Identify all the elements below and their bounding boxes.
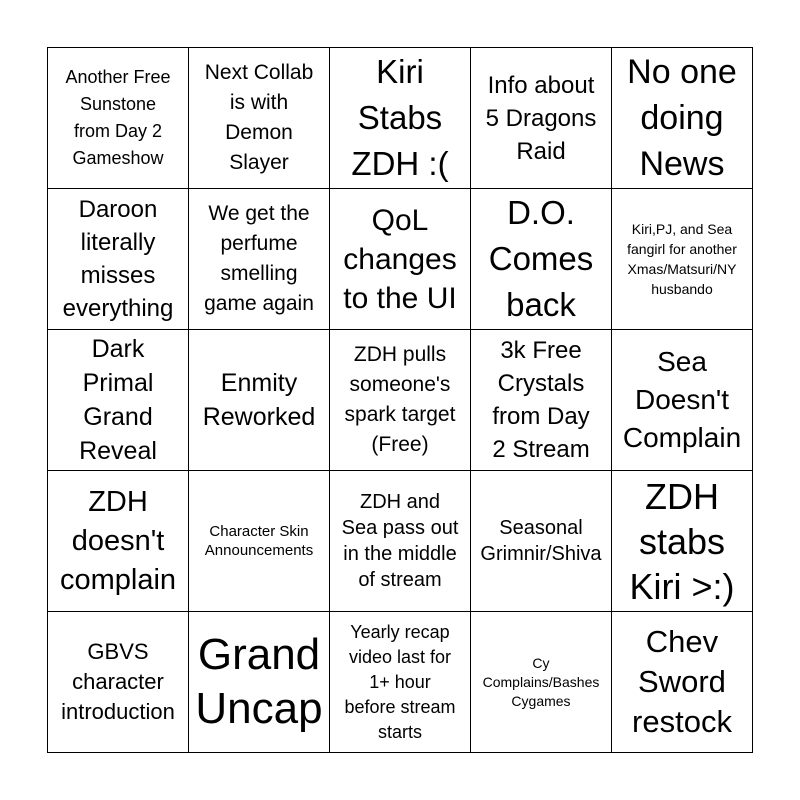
bingo-cell-3-5[interactable] — [612, 330, 753, 471]
bingo-cell-text: Next Collab is with Demon Slayer — [204, 61, 314, 174]
bingo-cell-text: Another Free Sunstone from Day 2 Gameshow — [65, 67, 171, 168]
bingo-cell-4-5[interactable] — [612, 471, 753, 612]
bingo-board — [47, 47, 753, 753]
bingo-cell-text: D.O. Comes back — [488, 194, 594, 323]
bingo-cell-text: Kiri Stabs ZDH :( — [351, 53, 449, 182]
bingo-cell-text: Yearly recap video last for 1+ hour before stream starts — [344, 621, 456, 742]
bingo-cell-3-3[interactable] — [330, 330, 471, 471]
bingo-cell-1-4[interactable] — [471, 48, 612, 189]
bingo-cell-text: ZDH pulls someone's spark target (Free) — [344, 343, 456, 456]
bingo-cell-text: ZDH and Sea pass out in the middle of stream — [341, 491, 459, 591]
bingo-cell-text: Info about 5 Dragons Raid — [485, 71, 597, 165]
bingo-cell-text: Sea Doesn't Complain — [622, 346, 742, 453]
bingo-cell-text: Daroon literally misses everything — [62, 196, 174, 322]
bingo-cell-text: Enmity Reworked — [202, 369, 316, 431]
bingo-cell-5-4[interactable] — [471, 612, 612, 753]
bingo-cell-text: GBVS character introduction — [61, 639, 175, 724]
bingo-cell-3-1[interactable] — [48, 330, 189, 471]
bingo-cell-3-2[interactable] — [189, 330, 330, 471]
bingo-cell-text: Seasonal Grimnir/Shiva — [480, 517, 602, 565]
bingo-cell-5-3[interactable] — [330, 612, 471, 753]
bingo-cell-1-5[interactable] — [612, 48, 753, 189]
bingo-cell-text: Grand Uncap — [195, 630, 323, 733]
bingo-cell-2-5[interactable] — [612, 189, 753, 330]
bingo-cell-4-1[interactable] — [48, 471, 189, 612]
bingo-cell-text: Kiri,PJ, and Sea fangirl for another Xmas/Matsuri/NY husbando — [627, 221, 737, 297]
bingo-cell-3-4[interactable] — [471, 330, 612, 471]
bingo-cell-5-1[interactable] — [48, 612, 189, 753]
bingo-cell-1-3[interactable] — [330, 48, 471, 189]
bingo-cell-2-1[interactable] — [48, 189, 189, 330]
bingo-cell-text: ZDH doesn't complain — [59, 485, 177, 596]
bingo-cell-text: Dark Primal Grand Reveal — [79, 335, 157, 465]
bingo-cell-4-4[interactable] — [471, 471, 612, 612]
bingo-cell-text: No one doing News — [627, 53, 737, 183]
bingo-cell-text: We get the perfume smelling game again — [204, 202, 314, 315]
bingo-cell-4-3[interactable] — [330, 471, 471, 612]
bingo-cell-5-2[interactable] — [189, 612, 330, 753]
bingo-cell-5-5[interactable] — [612, 612, 753, 753]
bingo-cell-text: QoL changes to the UI — [343, 203, 457, 315]
bingo-cell-text: 3k Free Crystals from Day 2 Stream — [492, 337, 590, 463]
bingo-cell-text: Cy Complains/Bashes Cygames — [482, 654, 600, 709]
bingo-cell-1-1[interactable] — [48, 48, 189, 189]
bingo-cell-text: Chev Sword restock — [632, 624, 732, 739]
bingo-cell-text: ZDH stabs Kiri >:) — [629, 475, 735, 607]
bingo-cell-2-4[interactable] — [471, 189, 612, 330]
bingo-cell-2-3[interactable] — [330, 189, 471, 330]
bingo-cell-1-2[interactable] — [189, 48, 330, 189]
bingo-cell-2-2[interactable] — [189, 189, 330, 330]
bingo-cell-4-2[interactable] — [189, 471, 330, 612]
bingo-cell-text: Character Skin Announcements — [204, 523, 314, 559]
